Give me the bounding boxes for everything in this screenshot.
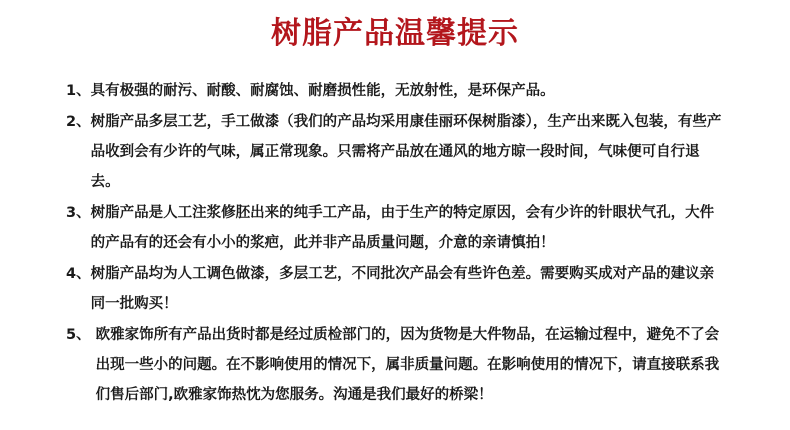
notice-number: 3、 xyxy=(66,205,91,221)
notice-text: 具有极强的耐污、耐酸、耐腐蚀、耐磨损性能，无放射性，是环保产品。 xyxy=(90,83,555,99)
notice-item-1 xyxy=(66,76,726,106)
notice-item-2 xyxy=(66,107,726,197)
notice-number: 2、 xyxy=(66,114,91,130)
notice-text: 欧雅家饰所有产品出货时都是经过质检部门的，因为货物是大件物品，在运输过程中，避免不了会出现一些小的问题。在不影响使用的情况下，属非质量问题。在影响使用的情况下，请直接联系我们售后部门,欧雅家饰热忱为您服务。沟通是我们最好的桥梁！ xyxy=(95,327,720,403)
notice-text: 树脂产品均为人工调色做漆，多层工艺，不同批次产品会有些许色差。需要购买成对产品的建议亲同一批购买！ xyxy=(90,266,715,312)
notice-item-3 xyxy=(66,198,726,258)
notice-number: 5、 xyxy=(66,327,96,343)
notice-item-5 xyxy=(66,320,726,410)
notice-text: 树脂产品是人工注浆修胚出来的纯手工产品，由于生产的特定原因，会有少许的针眼状气孔，大件的产品有的还会有小小的浆疤，此并非产品质量问题，介意的亲请慎拍！ xyxy=(90,205,715,251)
page-title: 树脂产品温馨提示 xyxy=(271,16,519,51)
notice-list xyxy=(66,76,726,411)
notice-number: 4、 xyxy=(66,266,91,282)
notice-number: 1、 xyxy=(66,83,91,99)
notice-item-4 xyxy=(66,259,726,319)
notice-text: 树脂产品多层工艺，手工做漆（我们的产品均采用康佳丽环保树脂漆），生产出来既入包装，有些产品收到会有少许的气味，属正常现象。只需将产品放在通风的地方晾一段时间，气味便可自行退去。 xyxy=(90,114,722,190)
